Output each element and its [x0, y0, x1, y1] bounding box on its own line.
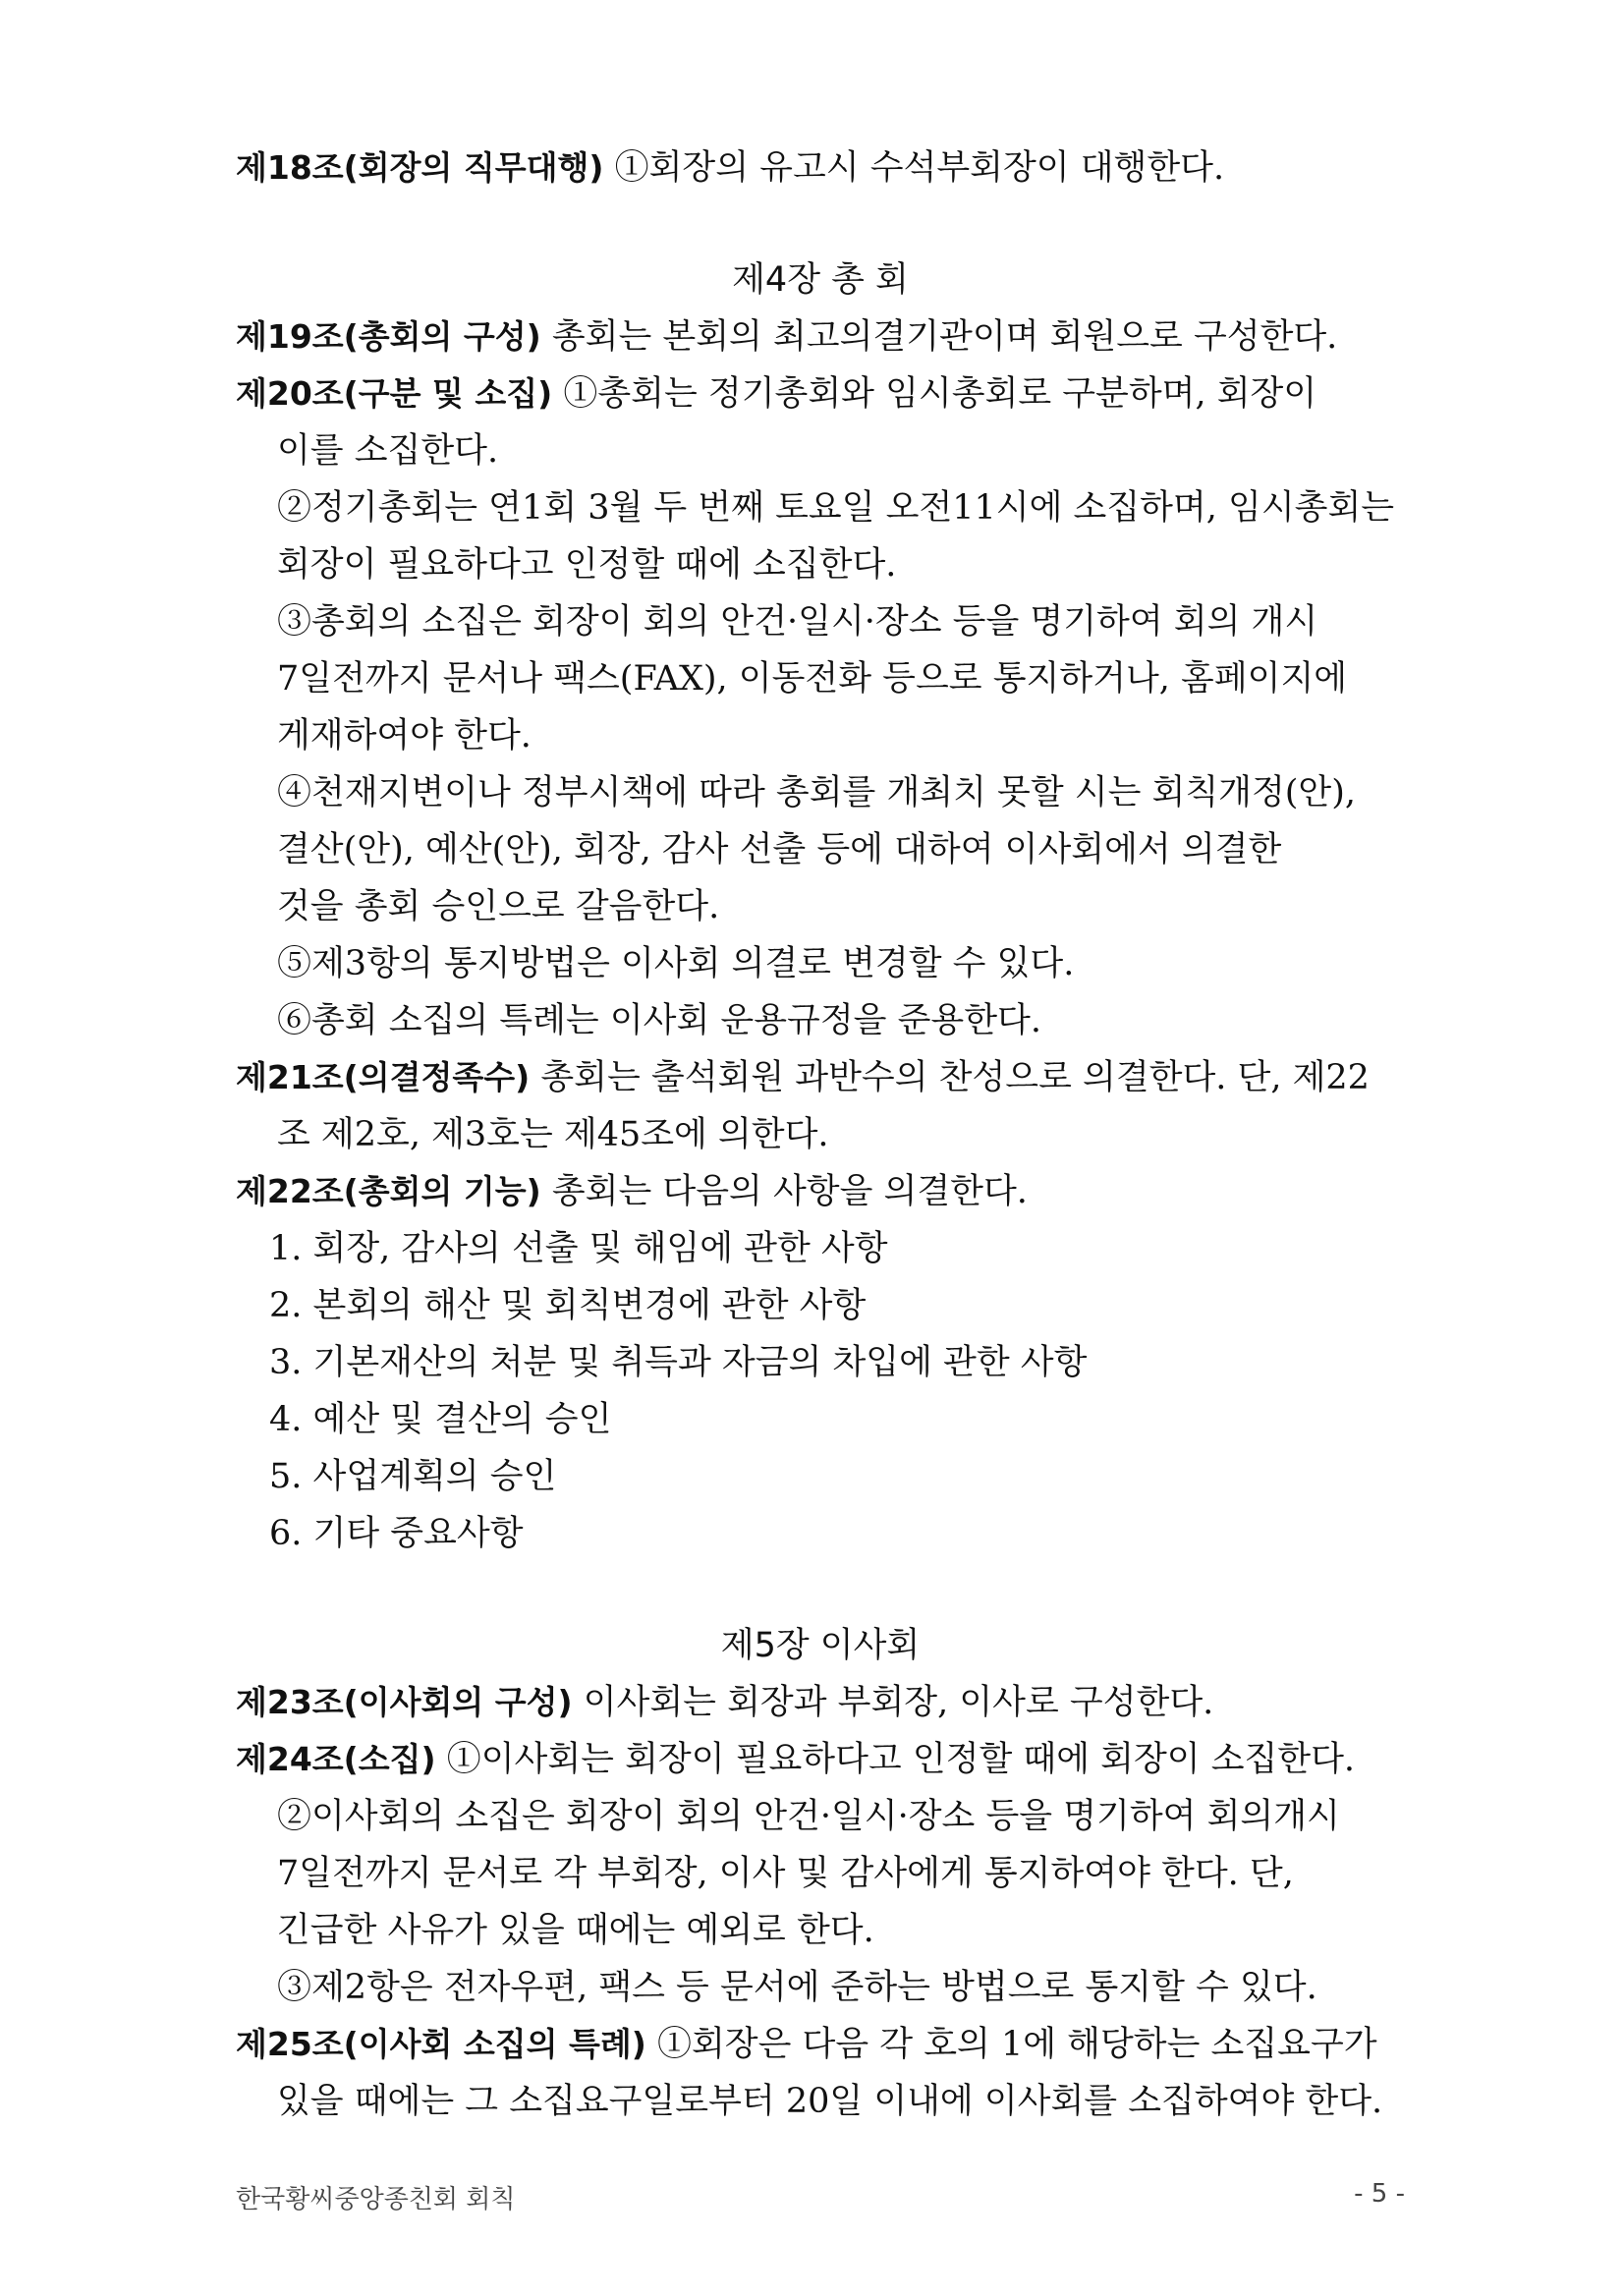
article-text-line: 이를 소집한다. [277, 431, 499, 471]
article-22 [236, 1163, 1405, 1220]
article-text-line: 게재하여야 한다. [277, 716, 532, 756]
article-text-line: ③총회의 소집은 회장이 회의 안건·일시·장소 등을 명기하여 회의 개시 [277, 602, 1318, 642]
article-heading: 제22조(총회의 기능) [236, 1172, 541, 1210]
article-text-line: 7일전까지 문서로 각 부회장, 이사 및 감사에게 통지하여야 한다. 단, [277, 1854, 1294, 1893]
footer-document-title: 한국황씨중앙종친회 회칙 [236, 2185, 516, 2214]
article-text: ①이사회는 회장이 필요하다고 인정할 때에 회장이 소집한다. [435, 1740, 1356, 1779]
article-23 [236, 1674, 1405, 1731]
article-text: ①회장은 다음 각 호의 1에 해당하는 소집요구가 [645, 2025, 1377, 2064]
article-text: 총회는 다음의 사항을 의결한다. [540, 1172, 1028, 1211]
article-text: 이사회는 회장과 부회장, 이사로 구성한다. [572, 1683, 1214, 1722]
article-heading: 제19조(총회의 구성) [236, 317, 541, 356]
article-heading: 제23조(이사회의 구성) [236, 1683, 573, 1721]
article-24 [236, 1731, 1405, 1788]
list-item: 1. 회장, 감사의 선출 및 해임에 관한 사항 [269, 1229, 888, 1268]
article-text-line: 긴급한 사유가 있을 때에는 예외로 한다. [277, 1911, 874, 1950]
page-footer [236, 2179, 1405, 2212]
page-number: - 5 - [1354, 2179, 1405, 2209]
article-heading: 제20조(구분 및 소집) [236, 374, 553, 413]
list-item: 4. 예산 및 결산의 승인 [269, 1400, 612, 1439]
article-25 [236, 2016, 1405, 2073]
article-20 [236, 365, 1405, 422]
article-text-line: ④천재지변이나 정부시책에 따라 총회를 개최치 못할 시는 회칙개정(안), [277, 773, 1356, 812]
article-text-line: ③제2항은 전자우편, 팩스 등 문서에 준하는 방법으로 통지할 수 있다. [277, 1968, 1317, 2007]
article-heading: 제24조(소집) [236, 1740, 436, 1778]
article-text: 총회는 본회의 최고의결기관이며 회원으로 구성한다. [540, 317, 1338, 357]
article-text: ①총회는 정기총회와 임시총회로 구분하며, 회장이 [552, 374, 1317, 414]
article-heading: 제25조(이사회 소집의 특례) [236, 2025, 646, 2063]
article-text-line: ⑤제3항의 통지방법은 이사회 의결로 변경할 수 있다. [277, 944, 1075, 983]
chapter-heading: 제5장 이사회 [720, 1626, 921, 1665]
article-text-line: 결산(안), 예산(안), 회장, 감사 선출 등에 대하여 이사회에서 의결한 [277, 830, 1282, 869]
spacer [236, 1562, 1405, 1617]
article-text-line: 것을 총회 승인으로 갈음한다. [277, 887, 720, 926]
article-heading: 제18조(회장의 직무대행) [236, 148, 604, 187]
article-18 [236, 140, 1405, 196]
article-19 [236, 308, 1405, 365]
chapter-heading: 제4장 총 회 [732, 260, 909, 300]
article-text-line: 7일전까지 문서나 팩스(FAX), 이동전화 등으로 통지하거나, 홈페이지에 [277, 659, 1348, 699]
article-text-line: ②이사회의 소집은 회장이 회의 안건·일시·장소 등을 명기하여 회의개시 [277, 1797, 1340, 1836]
article-text-line: 조 제2호, 제3호는 제45조에 의한다. [277, 1115, 829, 1154]
list-item: 5. 사업계획의 승인 [269, 1457, 557, 1496]
article-text-line: ②정기총회는 연1회 3월 두 번째 토요일 오전11시에 소집하며, 임시총회는 [277, 488, 1395, 528]
article-text: ①회장의 유고시 수석부회장이 대행한다. [603, 148, 1225, 188]
document-body [236, 140, 1405, 2130]
list-item: 6. 기타 중요사항 [269, 1514, 524, 1553]
article-text-line: 회장이 필요하다고 인정할 때에 소집한다. [277, 545, 897, 585]
list-item: 2. 본회의 해산 및 회칙변경에 관한 사항 [269, 1286, 867, 1325]
article-21 [236, 1049, 1405, 1106]
list-item: 3. 기본재산의 처분 및 취득과 자금의 차입에 관한 사항 [269, 1343, 1088, 1382]
article-text-line: ⑥총회 소집의 특례는 이사회 운용규정을 준용한다. [277, 1001, 1041, 1040]
spacer [236, 196, 1405, 252]
article-heading: 제21조(의결정족수) [236, 1058, 531, 1096]
article-text: 총회는 출석회원 과반수의 찬성으로 의결한다. 단, 제22 [530, 1058, 1370, 1097]
article-text-line: 있을 때에는 그 소집요구일로부터 20일 이내에 이사회를 소집하여야 한다. [277, 2082, 1383, 2121]
